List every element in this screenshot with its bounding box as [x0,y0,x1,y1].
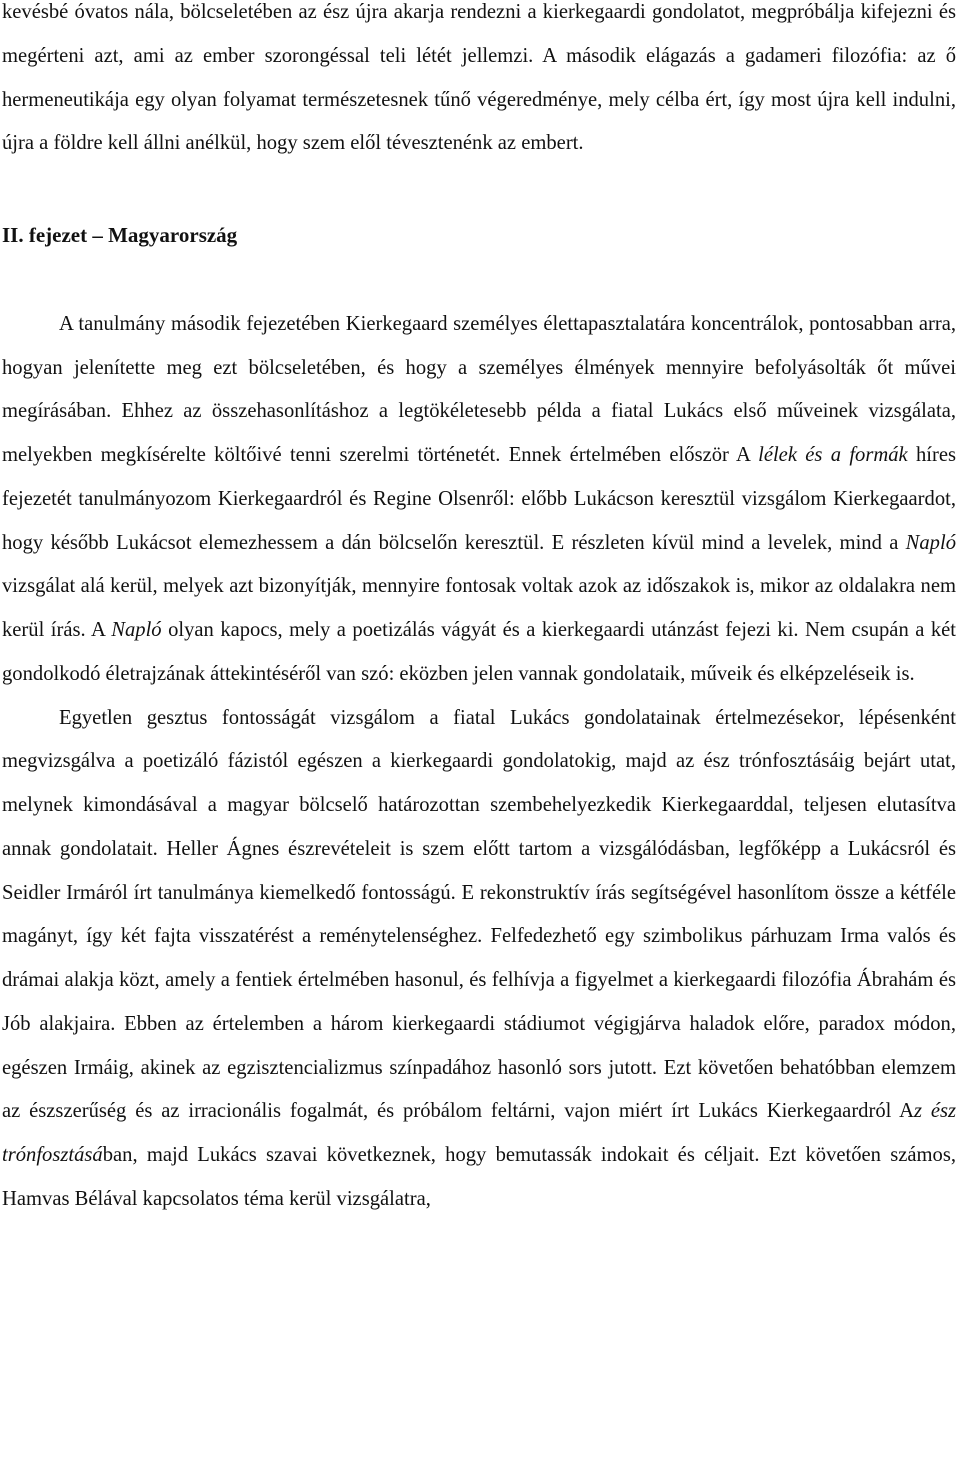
paragraph-gesture [2,697,956,1222]
text-run: Egyetlen gesztus fontosságát vizsgálom a fiatal Lukács gondolatainak értelmezésekor, lépésenként megvizsgálva a poetizáló fázistól egészen a kierkegaardi gondolatokig, majd az ész trónfosztásáig bejárt utat, melynek kimondásával a magyar bölcselő határozottan szembehelyezkedik Kierkegaarddal, teljesen elutasítva annak gondolatait. Heller Ágnes észrevételeit is szem előtt tartom a vizsgálódásban, legfőképp a Lukácsról és Seidler Irmáról írt tanulmánya kiemelkedő fontosságú. E rekonstruktív írás segítségével hasonlítom össze a kétféle magányt, így két fajta visszatérést a reménytelenséghez. Felfedezhető egy szimbolikus párhuzam Irma valós és drámai alakja közt, amely a fentiek értelmében hasonul, és felhívja a figyelmet a kierkegaardi filozófia Ábrahám és Jób alakjaira. Ebben az értelemben a három kierkegaardi stádiumot végigjárva haladok előre, paradox módon, egészen Irmáig, akinek az egzisztencializmus színpadához hasonló sors jutott. Ezt követően behatóbban elemzem az észszerűség és az irracionális fogalmát, és próbálom feltárni, vajon miért írt Lukács Kierkegaardról A [2,706,956,1123]
italic-title: z ész trónfosztásá [2,1100,956,1166]
text-run: híres fejezetét tanulmányozom Kierkegaardról és Regine Olsenről: előbb Lukácson keresztül vizsgálom Kierkegaardot, hogy később Lukácsot elemezhessem a dán bölcselőn keresztül. E részleten kívül mind a levelek, mind a [2,444,957,554]
text-run: ban, majd Lukács szavai következnek, hogy bemutassák indokait és céljait. Ezt követően számos, Hamvas Bélával kapcsolatos téma kerül vizsgálatra, [2,1144,956,1210]
chapter-heading: II. fejezet – Magyarország [2,223,238,247]
italic-title: lélek és a formák [758,444,908,466]
italic-title: Napló [111,619,162,641]
paragraph-chapter-intro [2,303,956,697]
paragraph-continuation: kevésbé óvatos nála, bölcseletében az ész újra akarja rendezni a kierkegaardi gondolatot, megpróbálja kifejezni és megérteni azt, ami az ember szorongéssal teli létét jellemzi. A második elágazás a gadameri filozófia: az ő hermeneutikája egy olyan folyamat természetesnek tűnő végeredménye, mely célba ért, így most újra kell indulni, újra a földre kell állni anélkül, hogy szem elől tévesztenénk az embert. [2,1,956,155]
text-run: A tanulmány második fejezetében Kierkegaard személyes élettapasztalatára koncentrálok, pontosabban arra, hogyan jelenítette meg ezt bölcseletében, és hogy a személyes élmények mennyire befolyásolták őt művei megírásában. Ehhez az összehasonlításhoz a legtökéletesebb példa a fiatal Lukács első műveinek vizsgálata, melyekben megkísérelte költőivé tenni szerelmi történetét. Ennek értelmében először A [2,312,956,466]
italic-title: Napló [905,531,956,554]
text-run: vizsgálat alá kerül, melyek azt bizonyítják, mennyire fontosak voltak azok az időszakok is, mikor az oldalakra nem kerül írás. A [2,575,956,641]
text-run: olyan kapocs, mely a poetizálás vágyát és a kierkegaardi utánzást fejezi ki. Nem csupán a két gondolkodó életrajzának áttekintéséről van szó: eközben jelen vannak gondolataik, műveik és elképzeléseik is. [2,619,957,685]
